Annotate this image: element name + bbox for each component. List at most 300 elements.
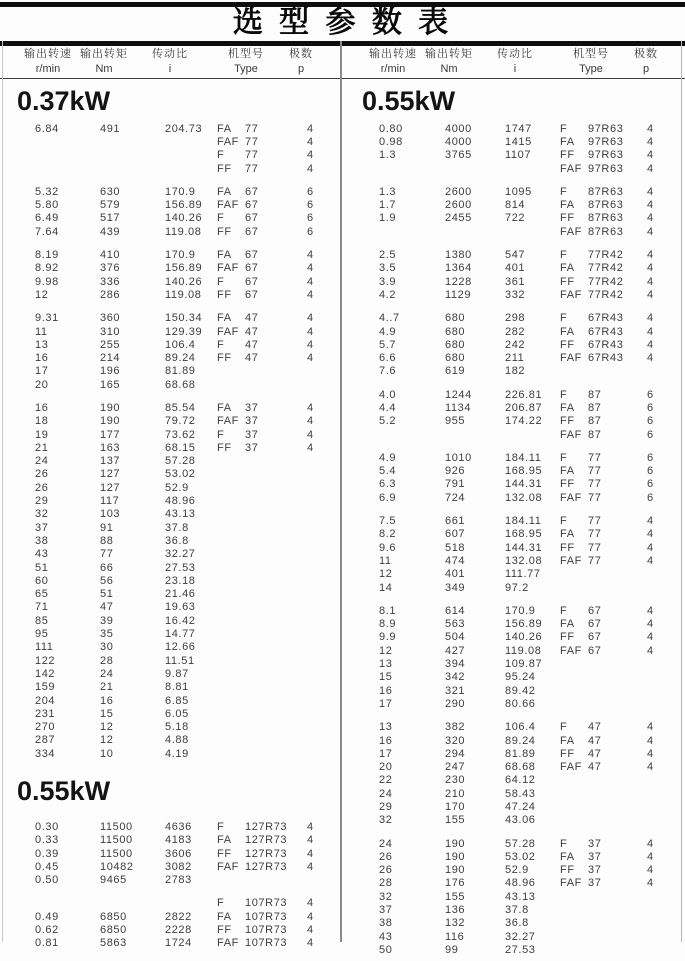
table-row <box>345 671 681 684</box>
table-row <box>345 618 681 631</box>
cell-torque: 321 <box>445 684 466 697</box>
cell-speed: 32 <box>379 814 393 827</box>
cell-type-size: 67 <box>245 199 259 212</box>
table-row <box>345 415 681 428</box>
cell-torque: 724 <box>445 491 466 504</box>
cell-ratio: 23.18 <box>165 574 196 587</box>
cell-poles: 4 <box>307 338 314 351</box>
column-header-speed <box>361 45 425 75</box>
cell-torque: 5863 <box>100 937 127 950</box>
cell-speed: 4.9 <box>379 451 397 464</box>
cell-ratio: 57.28 <box>165 455 196 468</box>
cell-ratio: 85.54 <box>165 401 196 414</box>
cell-ratio: 68.68 <box>505 761 536 774</box>
cell-type-prefix: FA <box>560 262 575 275</box>
table-row <box>345 814 681 827</box>
cell-poles: 6 <box>307 212 314 225</box>
cell-ratio: 43.13 <box>165 508 196 521</box>
table-row <box>345 760 681 773</box>
cell-type-size: 67 <box>245 249 259 262</box>
cell-ratio: 206.87 <box>505 401 543 414</box>
cell-speed: 5.2 <box>379 415 397 428</box>
cell-ratio: 361 <box>505 275 526 288</box>
cell-ratio: 1724 <box>165 937 192 950</box>
cell-poles: 4 <box>647 338 654 351</box>
cell-torque: 2600 <box>445 199 472 212</box>
cell-torque: 1244 <box>445 388 472 401</box>
cell-type-size: 47 <box>588 721 602 734</box>
table-row <box>0 225 340 238</box>
cell-type-size: 97R63 <box>588 135 624 148</box>
cell-type-prefix: FA <box>560 465 575 478</box>
table-row <box>345 365 681 378</box>
cell-ratio: 111.77 <box>505 568 541 581</box>
cell-type-size: 77 <box>588 554 602 567</box>
cell-poles: 6 <box>647 428 654 441</box>
ratio-group <box>345 451 681 504</box>
ratio-group <box>345 837 681 957</box>
table-row <box>345 864 681 877</box>
table-row <box>0 481 340 494</box>
cell-torque: 1228 <box>445 275 472 288</box>
cell-type-size: 127R73 <box>245 860 288 873</box>
cell-torque: 30 <box>100 641 114 654</box>
cell-type-size: 67R43 <box>588 325 624 338</box>
cell-ratio: 144.31 <box>505 478 543 491</box>
table-row <box>345 554 681 567</box>
cell-poles: 4 <box>307 162 314 175</box>
cell-type-size: 67 <box>588 618 602 631</box>
cell-torque: 376 <box>100 262 121 275</box>
column-headers-right <box>345 45 685 77</box>
cell-ratio: 168.95 <box>505 528 543 541</box>
cell-torque: 170 <box>445 801 466 813</box>
column-header-label: 输出转矩 <box>80 48 128 60</box>
cell-type-size: 67 <box>588 631 602 644</box>
cell-poles: 4 <box>647 122 654 135</box>
table-row <box>345 697 681 710</box>
cell-poles: 4 <box>307 897 314 910</box>
cell-torque: 15 <box>100 707 114 720</box>
cell-poles: 4 <box>647 162 654 175</box>
cell-ratio: 52.9 <box>505 864 529 877</box>
cell-type-prefix: FA <box>217 834 232 847</box>
cell-ratio: 170.9 <box>505 604 536 617</box>
cell-ratio: 132.08 <box>505 554 543 567</box>
cell-ratio: 57.28 <box>505 837 536 850</box>
cell-torque: 4000 <box>445 122 472 135</box>
cell-type-size: 37 <box>245 428 259 441</box>
table-row <box>0 561 340 574</box>
cell-speed: 17 <box>379 697 393 710</box>
cell-torque: 132 <box>445 917 466 930</box>
cell-ratio: 21.46 <box>165 588 196 601</box>
cell-poles: 4 <box>307 415 314 428</box>
cell-torque: 336 <box>100 275 121 288</box>
cell-torque: 619 <box>445 365 466 378</box>
cell-type-prefix: F <box>560 604 568 617</box>
cell-type-prefix: F <box>560 515 568 528</box>
cell-type-size: 107R73 <box>245 937 288 950</box>
cell-type-size: 87R63 <box>588 212 624 225</box>
column-header-unit: Type <box>234 63 258 75</box>
table-row <box>0 248 340 261</box>
cell-speed: 11 <box>379 554 392 567</box>
table-row <box>345 212 681 225</box>
cell-type-prefix: FAF <box>560 288 582 301</box>
cell-torque: 137 <box>100 455 121 468</box>
cell-torque: 190 <box>445 837 466 850</box>
cell-torque: 680 <box>445 325 466 338</box>
ratio-group <box>0 312 340 392</box>
cell-type-prefix: FF <box>560 212 575 225</box>
cell-type-size: 47 <box>588 734 602 747</box>
cell-ratio: 814 <box>505 199 526 212</box>
cell-ratio: 132.08 <box>505 491 543 504</box>
cell-torque: 155 <box>445 814 466 827</box>
cell-speed: 5.7 <box>379 338 397 351</box>
cell-ratio: 81.89 <box>505 747 536 760</box>
cell-poles: 4 <box>647 325 654 338</box>
cell-type-size: 107R73 <box>245 910 288 923</box>
table-row <box>345 877 681 890</box>
cell-torque: 21 <box>100 681 114 694</box>
cell-ratio: 64.12 <box>505 774 536 787</box>
cell-ratio: 19.63 <box>165 601 196 614</box>
cell-ratio: 95.24 <box>505 671 536 684</box>
column-header-unit: r/min <box>380 63 406 75</box>
cell-type-size: 77 <box>588 541 602 554</box>
cell-speed: 0.45 <box>35 860 59 873</box>
cell-ratio: 3082 <box>165 860 192 873</box>
cell-torque: 16 <box>100 694 114 707</box>
table-row <box>345 917 681 930</box>
column-header-label: 输出转矩 <box>425 48 473 60</box>
cell-type-size: 47 <box>588 747 602 760</box>
cell-speed: 6.9 <box>379 491 397 504</box>
table-row <box>0 198 340 211</box>
cell-type-size: 77 <box>588 478 602 491</box>
cell-type-prefix: F <box>217 338 225 351</box>
cell-speed: 21 <box>35 441 49 454</box>
cell-torque: 382 <box>445 721 466 734</box>
cell-poles: 4 <box>647 554 654 567</box>
table-row <box>0 149 340 162</box>
cell-torque: 349 <box>445 581 466 594</box>
cell-type-prefix: F <box>217 897 225 910</box>
cell-torque: 1129 <box>445 288 472 301</box>
cell-ratio: 14.77 <box>165 628 196 641</box>
cell-ratio: 1747 <box>505 122 532 135</box>
table-row <box>345 465 681 478</box>
cell-poles: 4 <box>647 837 654 850</box>
cell-torque: 35 <box>100 628 114 641</box>
cell-speed: 20 <box>379 761 393 774</box>
cell-ratio: 81.89 <box>165 365 196 378</box>
cell-torque: 6850 <box>100 910 127 923</box>
cell-type-size: 97R63 <box>588 122 624 135</box>
cell-ratio: 140.26 <box>165 275 203 288</box>
cell-torque: 926 <box>445 465 466 478</box>
table-row <box>0 212 340 225</box>
cell-speed: 7.5 <box>379 515 397 528</box>
cell-type-prefix: FA <box>217 185 232 198</box>
cell-torque: 190 <box>445 864 466 877</box>
cell-torque: 294 <box>445 747 466 760</box>
cell-speed: 24 <box>35 455 49 468</box>
cell-speed: 95 <box>35 628 49 641</box>
table-row <box>345 890 681 903</box>
cell-torque: 491 <box>100 122 121 135</box>
cell-ratio: 1107 <box>505 149 532 162</box>
cell-poles: 4 <box>647 631 654 644</box>
cell-ratio: 27.53 <box>165 561 196 574</box>
cell-torque: 255 <box>100 338 121 351</box>
column-header-label: 机型号 <box>573 48 609 60</box>
cell-speed: 16 <box>379 734 393 747</box>
cell-ratio: 119.08 <box>165 225 202 238</box>
power-section-title: 0.37kW <box>17 86 111 116</box>
cell-torque: 607 <box>445 528 466 541</box>
cell-ratio: 298 <box>505 312 526 325</box>
cell-speed: 12 <box>35 288 49 301</box>
cell-ratio: 6.05 <box>165 707 189 720</box>
cell-ratio: 722 <box>505 212 526 225</box>
table-row <box>345 288 681 301</box>
cell-ratio: 32.27 <box>505 930 536 943</box>
cell-torque: 196 <box>100 365 121 378</box>
cell-torque: 56 <box>100 574 114 587</box>
cell-speed: 16 <box>35 401 49 414</box>
cell-poles: 4 <box>647 185 654 198</box>
table-row <box>345 162 681 175</box>
cell-type-prefix: FA <box>560 401 575 414</box>
cell-ratio: 53.02 <box>165 468 196 481</box>
table-row <box>345 774 681 787</box>
table-row <box>345 248 681 261</box>
cell-torque: 791 <box>445 478 466 491</box>
column-header-label: 传动比 <box>497 48 533 60</box>
cell-type-prefix: FAF <box>217 860 239 873</box>
cell-speed: 38 <box>35 534 49 547</box>
cell-type-size: 97R63 <box>588 149 624 162</box>
cell-torque: 9465 <box>100 874 127 887</box>
column-header-label: 极数 <box>289 48 313 60</box>
cell-type-prefix: FAF <box>560 225 582 238</box>
cell-speed: 11 <box>35 325 48 338</box>
cell-poles: 4 <box>647 212 654 225</box>
cell-torque: 11500 <box>100 847 133 860</box>
cell-torque: 4000 <box>445 135 472 148</box>
cell-type-size: 87 <box>588 428 602 441</box>
cell-type-size: 67R43 <box>588 338 624 351</box>
cell-ratio: 6.85 <box>165 694 189 707</box>
cell-type-size: 127R73 <box>245 834 288 847</box>
cell-speed: 50 <box>379 943 393 956</box>
cell-poles: 4 <box>307 352 314 365</box>
cell-ratio: 8.81 <box>165 681 189 694</box>
cell-torque: 410 <box>100 249 121 262</box>
table-row <box>345 787 681 800</box>
cell-speed: 1.9 <box>379 212 397 225</box>
table-row <box>0 325 340 338</box>
cell-torque: 563 <box>445 618 466 631</box>
table-row <box>0 937 340 950</box>
cell-type-prefix: FAF <box>560 761 582 774</box>
cell-speed: 71 <box>35 601 49 614</box>
page-title: 选 型 参 数 表 <box>232 6 453 39</box>
column-header-unit: Nm <box>95 63 113 75</box>
cell-ratio: 109.87 <box>505 658 543 671</box>
cell-ratio: 170.9 <box>165 249 196 262</box>
ratio-group <box>0 897 340 950</box>
cell-ratio: 73.62 <box>165 428 196 441</box>
cell-poles: 4 <box>647 528 654 541</box>
cell-torque: 11500 <box>100 834 133 847</box>
cell-ratio: 68.68 <box>165 378 196 391</box>
table-row <box>0 614 340 627</box>
table-row <box>345 657 681 670</box>
table-row <box>0 654 340 667</box>
cell-poles: 4 <box>307 821 314 833</box>
cell-poles: 4 <box>307 441 314 454</box>
cell-speed: 142 <box>35 667 56 680</box>
cell-torque: 39 <box>100 614 114 627</box>
table-column-right <box>345 84 681 961</box>
cell-poles: 4 <box>307 860 314 873</box>
table-row <box>345 930 681 943</box>
table-row <box>345 275 681 288</box>
cell-ratio: 4.19 <box>165 747 189 760</box>
cell-type-size: 47 <box>588 761 602 774</box>
cell-ratio: 184.11 <box>505 515 542 528</box>
cell-poles: 6 <box>307 225 314 238</box>
cell-ratio: 140.26 <box>505 631 543 644</box>
table-row <box>345 721 681 734</box>
cell-speed: 3.5 <box>379 262 397 275</box>
cell-type-prefix: FF <box>560 631 575 644</box>
ratio-group <box>0 820 340 886</box>
table-row <box>0 720 340 733</box>
cell-speed: 12 <box>379 644 393 657</box>
cell-type-prefix: FA <box>560 325 575 338</box>
cell-ratio: 4.88 <box>165 734 189 747</box>
cell-poles: 6 <box>647 491 654 504</box>
ratio-group <box>345 514 681 594</box>
cell-type-size: 87R63 <box>588 199 624 212</box>
ratio-group <box>345 604 681 710</box>
cell-type-prefix: F <box>560 122 568 135</box>
cell-speed: 12 <box>379 568 393 581</box>
table-row <box>345 401 681 414</box>
cell-poles: 4 <box>647 541 654 554</box>
cell-type-size: 67R43 <box>588 312 624 325</box>
cell-torque: 127 <box>100 481 121 494</box>
cell-type-prefix: FA <box>560 618 575 631</box>
cell-poles: 4 <box>307 262 314 275</box>
cell-torque: 155 <box>445 890 466 903</box>
table-row <box>345 604 681 617</box>
cell-torque: 24 <box>100 667 114 680</box>
cell-type-prefix: F <box>217 149 225 162</box>
power-section <box>0 86 340 760</box>
cell-torque: 427 <box>445 644 466 657</box>
cell-poles: 4 <box>647 747 654 760</box>
cell-type-prefix: FF <box>560 415 575 428</box>
cell-torque: 955 <box>445 415 466 428</box>
cell-speed: 0.80 <box>379 122 403 135</box>
table-row <box>345 351 681 364</box>
cell-speed: 4.9 <box>379 325 397 338</box>
cell-speed: 0.49 <box>35 910 59 923</box>
column-header-label: 传动比 <box>152 48 188 60</box>
cell-speed: 231 <box>35 707 56 720</box>
cell-torque: 680 <box>445 352 466 365</box>
cell-speed: 17 <box>379 747 393 760</box>
cell-ratio: 32.27 <box>165 548 196 561</box>
table-row <box>345 837 681 850</box>
cell-type-prefix: FF <box>217 924 232 937</box>
cell-speed: 0.33 <box>35 834 59 847</box>
cell-poles: 6 <box>647 401 654 414</box>
table-row <box>345 122 681 135</box>
cell-speed: 5.80 <box>35 199 59 212</box>
cell-poles: 4 <box>307 249 314 262</box>
cell-type-prefix: F <box>560 721 568 734</box>
cell-poles: 4 <box>307 401 314 414</box>
cell-ratio: 156.89 <box>165 199 203 212</box>
cell-speed: 18 <box>35 415 49 428</box>
cell-ratio: 16.42 <box>165 614 196 627</box>
cell-type-size: 77 <box>588 491 602 504</box>
table-row <box>0 162 340 175</box>
cell-torque: 214 <box>100 352 121 365</box>
cell-ratio: 184.11 <box>505 451 542 464</box>
cell-poles: 4 <box>307 910 314 923</box>
table-row <box>345 943 681 956</box>
table-row <box>0 820 340 833</box>
cell-speed: 26 <box>379 850 393 863</box>
cell-type-size: 37 <box>588 864 602 877</box>
table-row <box>0 574 340 587</box>
cell-ratio: 43.13 <box>505 890 536 903</box>
cell-type-size: 107R73 <box>245 924 288 937</box>
cell-torque: 10 <box>100 747 114 760</box>
cell-speed: 3.9 <box>379 275 397 288</box>
table-row <box>345 388 681 401</box>
cell-type-prefix: FA <box>217 401 232 414</box>
cell-speed: 26 <box>35 481 49 494</box>
table-row <box>0 521 340 534</box>
table-row <box>0 135 340 148</box>
cell-poles: 4 <box>647 288 654 301</box>
table-row <box>0 455 340 468</box>
cell-type-prefix: FAF <box>217 937 239 950</box>
cell-type-prefix: FAF <box>560 554 582 567</box>
cell-speed: 15 <box>379 671 393 684</box>
cell-speed: 7.64 <box>35 225 59 238</box>
cell-speed: 2.5 <box>379 249 397 262</box>
cell-torque: 165 <box>100 378 121 391</box>
cell-speed: 8.9 <box>379 618 397 631</box>
table-row <box>0 897 340 910</box>
cell-type-size: 87 <box>588 415 602 428</box>
table-row <box>345 631 681 644</box>
column-header-torque <box>419 45 479 75</box>
cell-speed: 1.7 <box>379 199 397 212</box>
cell-type-prefix: FF <box>560 864 575 877</box>
cell-poles: 4 <box>307 288 314 301</box>
